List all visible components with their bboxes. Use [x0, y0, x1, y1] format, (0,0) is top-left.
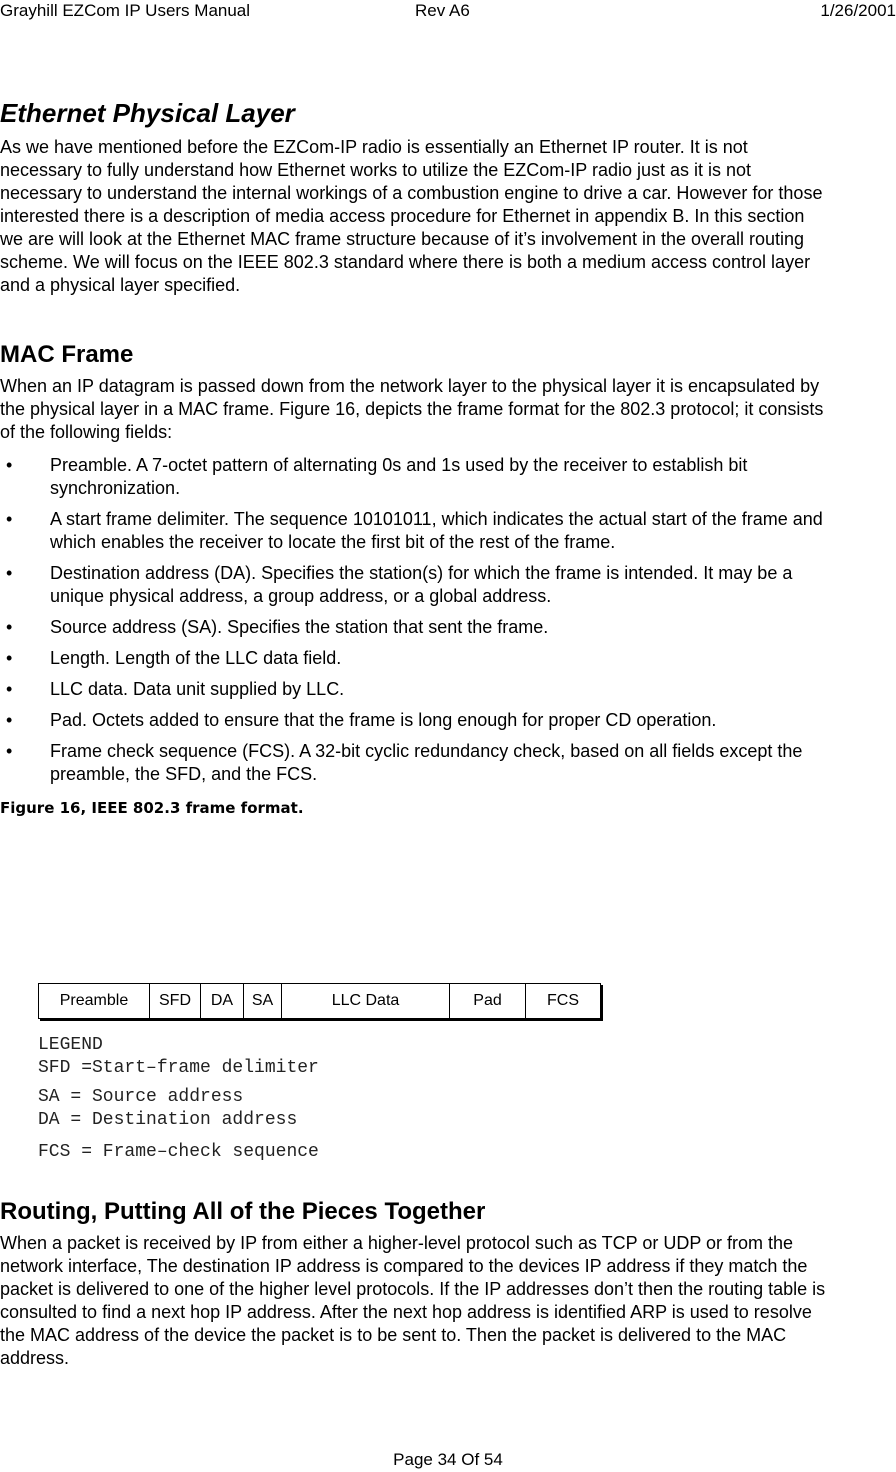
routing-section	[0, 1196, 830, 1370]
list-item	[0, 508, 830, 554]
page-number: Page 34 Of 54	[393, 1450, 503, 1469]
list-item	[0, 740, 830, 786]
list-item	[0, 454, 830, 500]
frame-cell-sa: SA	[244, 984, 282, 1019]
routing-paragraph: When a packet is received by IP from either a higher-level protocol such as TCP or UDP or from the network interface, The destination IP address is compared to the devices IP address if they match the packet is delivered to one of the higher level protocols. If the IP addresses don’t then the routing table is consulted to find a next hop IP address. After the next hop address is identified ARP is used to resolve the MAC address of the device the packet is to be sent to. Then the packet is delivered to the MAC address.	[0, 1233, 826, 1368]
list-item	[0, 562, 830, 608]
section-title-routing: Routing, Putting All of the Pieces Together	[0, 1198, 486, 1225]
section-title-ethernet-physical-layer: Ethernet Physical Layer	[0, 98, 295, 128]
frame-cell-sfd: SFD	[150, 984, 201, 1019]
bullet-mark: •	[6, 563, 13, 583]
list-item-text: Length. Length of the LLC data field.	[50, 648, 342, 668]
frame-format-diagram	[38, 983, 601, 1019]
list-item	[0, 647, 830, 670]
bullet-mark: •	[6, 617, 13, 637]
bullet-mark: •	[6, 679, 13, 699]
list-item-text: LLC data. Data unit supplied by LLC.	[50, 679, 345, 699]
list-item-text: Destination address (DA). Specifies the station(s) for which the frame is intended. It may be a unique physical address, a group address, or a global address.	[50, 563, 793, 606]
list-item	[0, 678, 830, 701]
bullet-mark: •	[6, 648, 13, 668]
section-title-mac-frame: MAC Frame	[0, 341, 134, 368]
list-item	[0, 709, 830, 732]
list-item-text: Source address (SA). Specifies the station that sent the frame.	[50, 617, 549, 637]
list-item-text: A start frame delimiter. The sequence 10101011, which indicates the actual start of the frame and which enables the receiver to locate the first bit of the rest of the frame.	[50, 509, 823, 552]
header-manual-title: Grayhill EZCom IP Users Manual	[0, 1, 251, 20]
frame-cell-llc-data: LLC Data	[282, 984, 450, 1019]
legend-da: DA = Destination address	[38, 1110, 298, 1130]
list-item-text: Preamble. A 7-octet pattern of alternating 0s and 1s used by the receiver to establish bit synchronization.	[50, 455, 748, 498]
list-item	[0, 616, 830, 639]
frame-cell-preamble: Preamble	[39, 984, 150, 1019]
ethernet-intro-paragraph: As we have mentioned before the EZCom-IP radio is essentially an Ethernet IP router. It is not necessary to fully understand how Ethernet works to utilize the EZCom-IP radio just as it is not necessary to understand the internal workings of a combustion engine to drive a car. However for those interested there is a description of media access procedure for Ethernet in appendix B. In this section we are will look at the Ethernet MAC frame structure because of it’s involvement in the overall routing scheme. We will focus on the IEEE 802.3 standard where there is both a medium access control layer and a physical layer specified.	[0, 137, 823, 295]
figure-caption: Figure 16, IEEE 802.3 frame format.	[0, 799, 304, 817]
legend-title: LEGEND	[38, 1035, 103, 1055]
frame-legend	[38, 1034, 319, 1164]
main-content	[0, 96, 830, 818]
page-header	[0, 0, 896, 24]
header-revision: Rev A6	[415, 1, 470, 20]
bullet-mark: •	[6, 509, 13, 529]
mac-frame-paragraph: When an IP datagram is passed down from the network layer to the physical layer it is encapsulated by the physical layer in a MAC frame. Figure 16, depicts the frame format for the 802.3 protocol; it consists of the following fields:	[0, 376, 824, 442]
legend-sfd: SFD =Start–frame delimiter	[38, 1058, 319, 1078]
legend-fcs: FCS = Frame–check sequence	[38, 1142, 319, 1162]
list-item-text: Frame check sequence (FCS). A 32-bit cyclic redundancy check, based on all fields except the preamble, the SFD, and the FCS.	[50, 741, 803, 784]
bullet-mark: •	[6, 455, 13, 475]
frame-fields-list	[0, 454, 830, 786]
bullet-mark: •	[6, 741, 13, 761]
frame-cell-da: DA	[201, 984, 244, 1019]
legend-sa: SA = Source address	[38, 1087, 244, 1107]
frame-cell-fcs: FCS	[526, 984, 601, 1019]
bullet-mark: •	[6, 710, 13, 730]
list-item-text: Pad. Octets added to ensure that the frame is long enough for proper CD operation.	[50, 710, 717, 730]
header-date: 1/26/2001	[820, 1, 896, 20]
frame-cell-pad: Pad	[450, 984, 526, 1019]
